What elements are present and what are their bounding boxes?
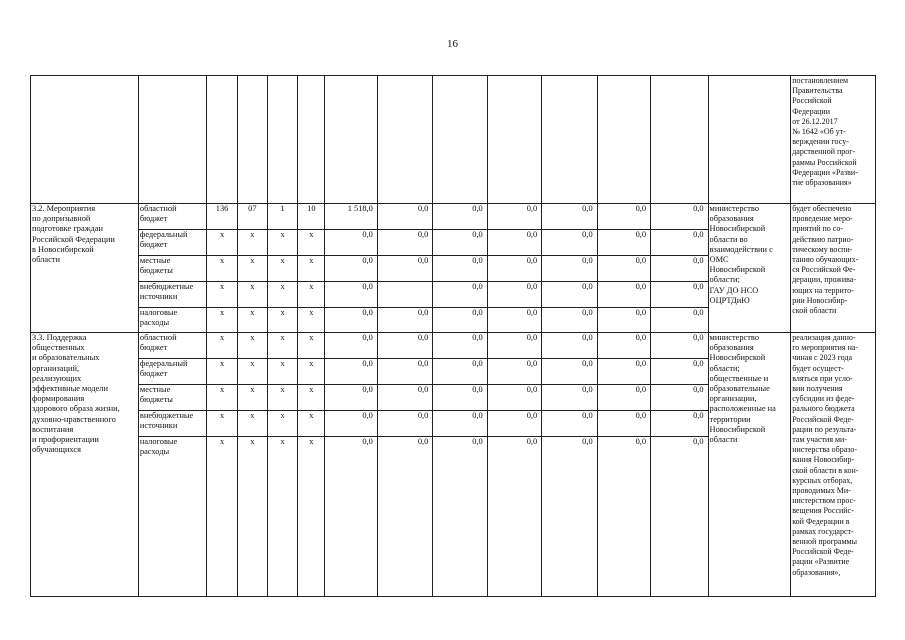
year-amount-cell: 0,0 [651,333,708,359]
total-amount-cell: 0,0 [325,308,377,333]
funding-source-cell: налоговые расходы [138,308,207,333]
year-amount-cell: 0,0 [651,230,708,256]
year-amount-cell: 0,0 [433,282,487,308]
year-amount-cell: 0,0 [597,411,650,437]
year-amount-cell: 0,0 [433,385,487,411]
year-amount-cell: 0,0 [433,230,487,256]
year-amount-cell: 0,0 [377,411,432,437]
event-name-cell: 3.3. Поддержка общественных и образовательных организаций, реализующих эффективные модели формирования здорового образа жизни, духовно-нравственного воспитания и профориентации обучающихся [31,333,139,597]
budget-code-cell: x [207,256,237,282]
year-amount-cell: 0,0 [542,230,597,256]
budget-code-cell: x [237,359,267,385]
year-amount-cell: 0,0 [651,411,708,437]
funding-source-cell: внебюджетные источники [138,411,207,437]
year-amount-cell: 0,0 [542,333,597,359]
year-amount-cell: 0,0 [597,204,650,230]
year-amount-cell: 0,0 [433,308,487,333]
year-amount-cell: 0,0 [597,256,650,282]
table-body [31,76,876,597]
year-amount-cell: 0,0 [542,282,597,308]
year-amount-cell: 0,0 [487,282,541,308]
year-amount-cell: 0,0 [651,359,708,385]
year-amount-cell: 0,0 [542,437,597,597]
budget-code-cell: x [207,437,237,597]
total-amount-cell: 0,0 [325,411,377,437]
year-amount-cell: 0,0 [433,204,487,230]
year-amount-cell: 0,0 [377,385,432,411]
budget-code-cell: x [237,411,267,437]
year-amount-cell: 0,0 [597,359,650,385]
executor-cell: министерство образования Новосибирской области; общественные и образовательные организации, расположенные на территории Новосибирской области [708,333,791,597]
year-amount-cell: 0,0 [542,411,597,437]
budget-code-cell: x [298,359,325,385]
year-amount-cell [377,282,432,308]
year-amount-cell: 0,0 [597,333,650,359]
continued-note-cell: постановлением Правительства Российской Федерации от 26.12.2017 № 1642 «Об ут- верждении госу- дарственной прог- раммы Российской Федерации «Разви- тие образования» [791,76,876,204]
funding-source-cell: областной бюджет [138,333,207,359]
total-amount-cell: 0,0 [325,437,377,597]
budget-code-cell: x [267,333,297,359]
budget-code-cell: x [207,282,237,308]
year-amount-cell: 0,0 [377,230,432,256]
budget-code-cell: x [207,230,237,256]
year-amount-cell: 0,0 [377,437,432,597]
year-amount-cell: 0,0 [487,230,541,256]
budget-code-cell: x [298,333,325,359]
budget-code-cell: x [267,230,297,256]
total-amount-cell: 0,0 [325,256,377,282]
budget-code-cell: x [237,437,267,597]
year-amount-cell: 0,0 [433,359,487,385]
funding-source-cell: местные бюджеты [138,385,207,411]
budget-code-cell: x [237,282,267,308]
year-amount-cell: 0,0 [487,437,541,597]
budget-code-cell: x [207,359,237,385]
year-amount-cell: 0,0 [377,359,432,385]
year-amount-cell: 0,0 [651,308,708,333]
funding-source-cell: местные бюджеты [138,256,207,282]
budget-code-cell: x [237,230,267,256]
year-amount-cell: 0,0 [487,359,541,385]
budget-code-cell: x [267,385,297,411]
year-amount-cell: 0,0 [377,333,432,359]
expected-result-cell: реализация данно- го мероприятия на- чиная с 2023 года будет осущест- вляться при усло- вии получения субсидии из феде- рального бюджета Российской Феде- рации по результа- там участия ми- нистерства образо- вания Новосибир- ской области в кон- курсных отборах, проводимых Ми- нистерством прос- вещения Российс- кой Федерации в рамках государст- венной программы Российской Феде- рации «Развитие образования», [791,333,876,597]
expected-result-cell: будет обеспечено проведение меро- приятий по со- действию патрио- тическому воспи- танию обучающих- ся Российской Фе- дерации, прожива- ющих на террито- рии Новосибир- ской области [791,204,876,333]
year-amount-cell: 0,0 [542,308,597,333]
year-amount-cell: 0,0 [542,256,597,282]
program-table [30,75,876,597]
year-amount-cell: 0,0 [487,256,541,282]
budget-code-cell: x [298,256,325,282]
budget-code-cell: x [298,308,325,333]
budget-code-cell: x [237,385,267,411]
budget-code-cell: x [267,256,297,282]
year-amount-cell: 0,0 [377,256,432,282]
budget-code-cell: x [298,437,325,597]
budget-code-cell: 1 [267,204,297,230]
year-amount-cell: 0,0 [542,385,597,411]
year-amount-cell: 0,0 [433,333,487,359]
funding-source-cell: внебюджетные источники [138,282,207,308]
year-amount-cell: 0,0 [542,359,597,385]
total-amount-cell: 0,0 [325,282,377,308]
budget-code-cell: x [207,333,237,359]
event-name-cell: 3.2. Мероприятия по допризывной подготовке граждан Российской Федерации в Новосибирской области [31,204,139,333]
year-amount-cell: 0,0 [597,282,650,308]
year-amount-cell: 0,0 [597,437,650,597]
budget-code-cell: x [298,230,325,256]
budget-code-cell: x [207,411,237,437]
table-row [31,204,876,230]
year-amount-cell: 0,0 [487,385,541,411]
year-amount-cell: 0,0 [651,385,708,411]
budget-code-cell: x [298,411,325,437]
year-amount-cell: 0,0 [433,411,487,437]
budget-code-cell: x [267,411,297,437]
funding-source-cell: областной бюджет [138,204,207,230]
year-amount-cell: 0,0 [542,204,597,230]
total-amount-cell: 0,0 [325,333,377,359]
year-amount-cell: 0,0 [651,204,708,230]
table-row-continuation [31,76,876,204]
year-amount-cell: 0,0 [487,333,541,359]
budget-code-cell: x [237,333,267,359]
total-amount-cell: 0,0 [325,385,377,411]
budget-code-cell: x [298,385,325,411]
total-amount-cell: 0,0 [325,359,377,385]
budget-code-cell: x [237,308,267,333]
budget-code-cell: x [237,256,267,282]
budget-code-cell: 136 [207,204,237,230]
page-number: 16 [447,38,458,50]
budget-code-cell: x [267,437,297,597]
budget-code-cell: x [207,308,237,333]
year-amount-cell: 0,0 [377,204,432,230]
year-amount-cell: 0,0 [377,308,432,333]
year-amount-cell: 0,0 [651,437,708,597]
budget-code-cell: 10 [298,204,325,230]
total-amount-cell: 1 518,0 [325,204,377,230]
year-amount-cell: 0,0 [487,411,541,437]
funding-source-cell: налоговые расходы [138,437,207,597]
budget-code-cell: x [298,282,325,308]
year-amount-cell: 0,0 [487,308,541,333]
total-amount-cell: 0,0 [325,230,377,256]
year-amount-cell: 0,0 [487,204,541,230]
table-row [31,333,876,359]
funding-source-cell: федеральный бюджет [138,230,207,256]
budget-code-cell: x [267,282,297,308]
year-amount-cell: 0,0 [651,256,708,282]
budget-code-cell: x [207,385,237,411]
year-amount-cell: 0,0 [597,308,650,333]
year-amount-cell: 0,0 [433,256,487,282]
year-amount-cell: 0,0 [433,437,487,597]
budget-code-cell: 07 [237,204,267,230]
year-amount-cell: 0,0 [597,230,650,256]
executor-cell: министерство образования Новосибирской области во взаимодействии с ОМС Новосибирской области; ГАУ ДО НСО ОЦРТДиЮ [708,204,791,333]
funding-source-cell: федеральный бюджет [138,359,207,385]
year-amount-cell: 0,0 [651,282,708,308]
budget-code-cell: x [267,359,297,385]
budget-code-cell: x [267,308,297,333]
year-amount-cell: 0,0 [597,385,650,411]
